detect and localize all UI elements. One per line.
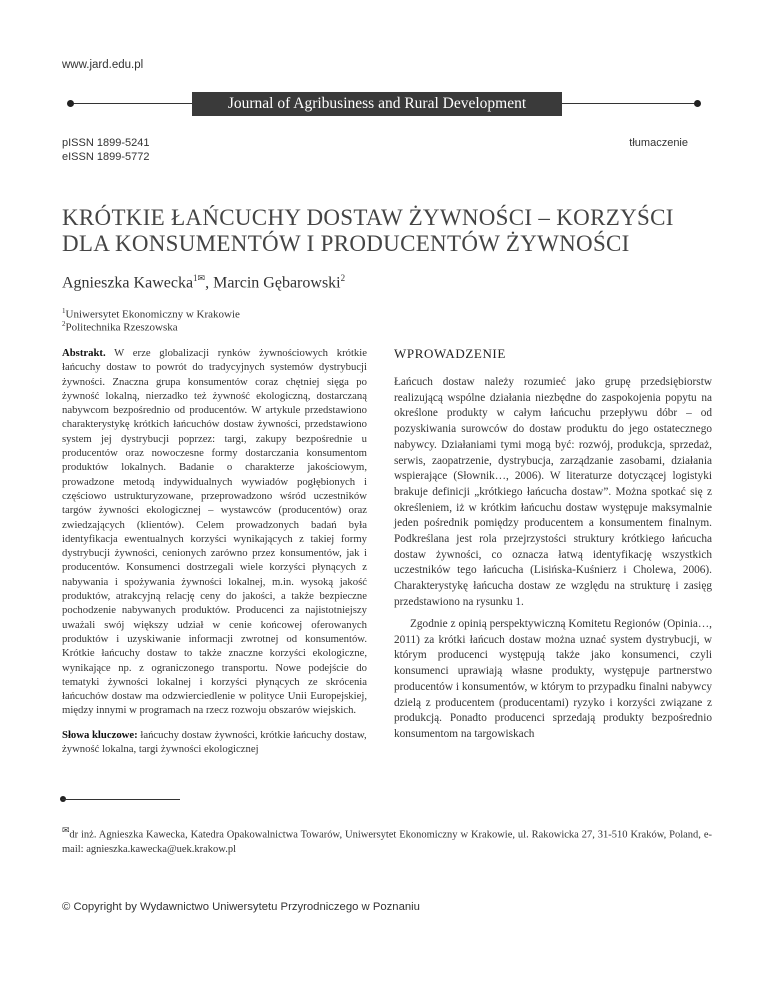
keywords-label: Słowa kluczowe: bbox=[62, 729, 138, 741]
author-name: Marcin Gębarowski bbox=[213, 274, 341, 292]
abstract bbox=[62, 346, 367, 718]
affiliation-text: Uniwersytet Ekonomiczny w Krakowie bbox=[65, 308, 240, 321]
footnote bbox=[62, 823, 712, 857]
affiliation bbox=[62, 320, 178, 334]
affiliation-text: Politechnika Rzeszowska bbox=[65, 321, 178, 334]
author-list bbox=[62, 273, 345, 292]
mail-icon: ✉ bbox=[62, 825, 70, 835]
author-name: Agnieszka Kawecka bbox=[62, 274, 194, 292]
header-rule-left-dot bbox=[67, 100, 74, 107]
abstract-text: W erze globalizacji rynków żywnościowych krótkie łańcuchy dostaw to powrót do tradycyjnych systemów dystrybucji żywności. Znaczna grupa konsumentów coraz chętniej sięga po żywność lokalną, nierzadko też żywność ekologiczną, dostarczaną nabywcom bezpośrednio od producentów. W artykule przedstawiono charakterystykę krótkich łańcuchów dostaw żywności, przedstawiono system jej dystrybucji poprzez: targi, zakupy bezpośrednie u producentów oraz nowoczesne formy dostarczania konsumentom produktów lokalnych. Badanie o charakterze jakościowym, prowadzone metodą indywidualnych wywiadów pogłębionych i częściowo ustrukturyzowane, przeprowadzono wśród uczestników targów żywności ekologicznej – wystawców (producentów) oraz zwiedzających (klientów). Celem prowadzonych badań była identyfikacja ewentualnych korzyści wynikających z takiej formy dystrybucji żywności, cenionych zarówno przez konsumentów, jak i producentów. Konsumenci dostrzegali wiele korzyści płynących z nabywania i spożywania żywności lokalnej, m.in. wysoką jakość produktów, atrakcyjną relację ceny do jakości, a także bezpieczne pochodzenie nabywanych produktów. Producenci za najistotniejszy uważali swój większy udział w cenie końcowej oferowanych produktów i uzyskiwanie informacji zwrotnej od konsumentów. Krótkie łańcuchy dostaw to także znaczne korzyści ekologiczne, wynikające np. z ograniczonego transportu. Nowe podejście do tematyki żywności lokalnej i korzyści płynących ze skrócenia łańcuchów dostaw ma odzwierciedlenie w polityce Unii Europejskiej, między innymi w programach na rzecz rozwoju obszarów wiejskich. bbox=[62, 347, 367, 717]
pissn: pISSN 1899-5241 bbox=[62, 137, 150, 149]
eissn: eISSN 1899-5772 bbox=[62, 151, 150, 163]
journal-title-banner: Journal of Agribusiness and Rural Development bbox=[192, 92, 562, 116]
article-title-line-1: KRÓTKIE ŁAŃCUCHY DOSTAW ŻYWNOŚCI – KORZYŚCI bbox=[62, 205, 674, 230]
author-mark: 1✉ bbox=[193, 273, 206, 283]
footnote-text: dr inż. Agnieszka Kawecka, Katedra Opakowalnictwa Towarów, Uniwersytet Ekonomiczny w Krakowie, ul. Rakowicka 27, 31-510 Kraków, Poland, e-mail: agnieszka.kawecka@uek.krakow.pl bbox=[62, 829, 712, 855]
copyright-notice: © Copyright by Wydawnictwo Uniwersytetu Przyrodniczego w Poznaniu bbox=[62, 901, 420, 913]
body-paragraph: Zgodnie z opinią perspektywiczną Komitetu Regionów (Opinia…, 2011) za krótki łańcuch dostaw można uznać system dystrybucji, w którym producenci występują także jako konsumenci, czyli konsumenci uprawiają własne produkty, występuje partnerstwo producentów i konsumentów, w którym to przypadku finalni nabywcy dzielą z producentem (producentami) ryzyko i korzyści związane z produkcją. Ponadto producenci sprzedają produkty bezpośrednio konsumentom na targowiskach bbox=[394, 618, 712, 740]
affiliation bbox=[62, 307, 240, 321]
article-title-line-2: DLA KONSUMENTÓW I PRODUCENTÓW ŻYWNOŚCI bbox=[62, 231, 630, 256]
body-paragraph: Łańcuch dostaw należy rozumieć jako grupę przedsiębiorstw realizującą wspólne działania niezbędne do zaspokojenia popytu na określone produkty w całym łańcuchu przepływu dóbr – od pozyskiwania surowców do dostaw produktu do jego ostatecznego nabywcy. Działaniami tymi mogą być: rozwój, produkcja, sprzedaż, serwis, zaopatrzenie, dystrybucja, zarządzanie zasobami, działania wspierające (Słownik…, 2006). W literaturze dotyczącej logistyki brakuje definicji „krótkiego łańcucha dostaw”. Można spotkać się z określeniem, iż w krótkim łańcuchu dostaw występuje maksymalnie jeden pośrednik pomiędzy producentem a konsumentem finalnym. Podkreślana jest rola przejrzystości struktury krótkiego łańcucha dostaw żywności, co oznacza łatwą identyfikację wszystkich uczestników tego łańcucha (Lisińska-Kuśnierz i Cholewa, 2006). Charakterystykę łańcucha dostaw ze względu na strukturę i zasięg przedstawiono na rysunku 1. bbox=[394, 376, 712, 608]
article-type-label: tłumaczenie bbox=[629, 137, 688, 149]
abstract-label: Abstrakt. bbox=[62, 347, 106, 359]
affiliation-number: 1 bbox=[62, 307, 66, 315]
keywords-text: łańcuchy dostaw żywności, krótkie łańcuchy dostaw, żywność lokalna, targi żywności ekologicznej bbox=[62, 729, 367, 756]
journal-url[interactable]: www.jard.edu.pl bbox=[62, 59, 144, 71]
section-heading: WPROWADZENIE bbox=[394, 346, 506, 361]
header-rule-right-dot bbox=[694, 100, 701, 107]
author-separator: , bbox=[205, 274, 214, 292]
affiliation-number: 2 bbox=[62, 320, 66, 328]
keywords bbox=[62, 728, 367, 757]
article-title bbox=[62, 205, 722, 257]
author-mark: 2 bbox=[340, 273, 346, 283]
footnote-rule bbox=[62, 799, 180, 800]
